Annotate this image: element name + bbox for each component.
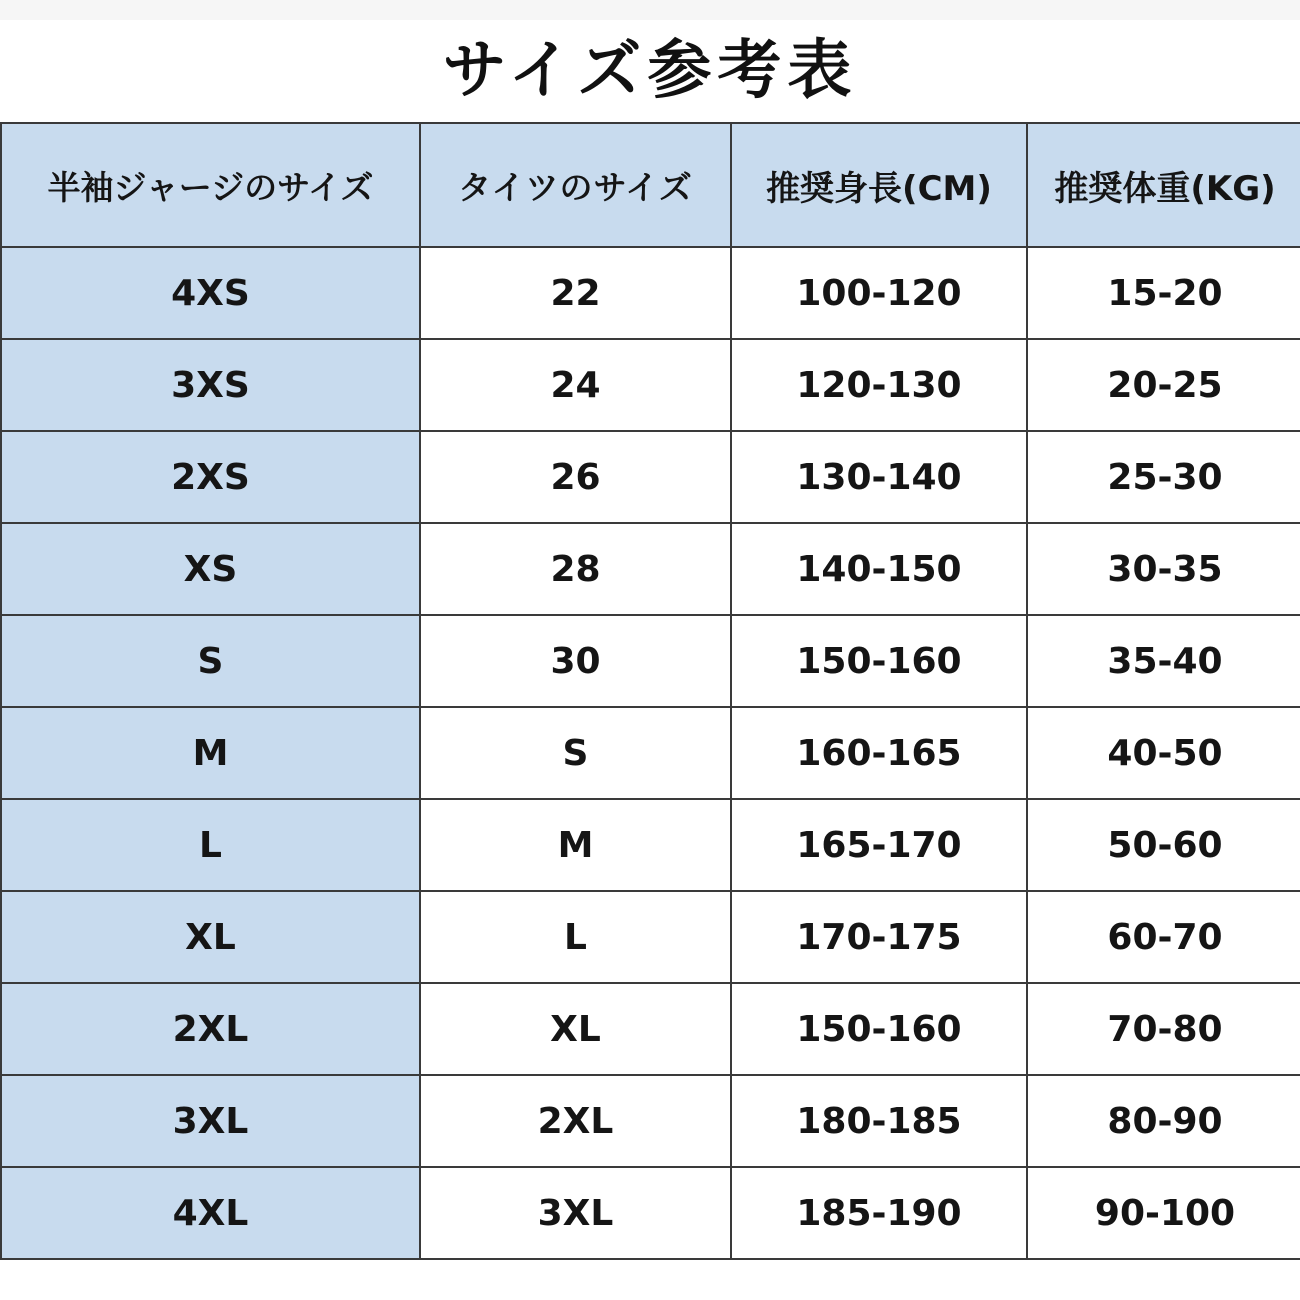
cell-tights-size: 30 — [420, 615, 731, 707]
table-row — [1, 339, 1300, 431]
cell-height: 120-130 — [731, 339, 1027, 431]
cell-jersey-size: 3XL — [1, 1075, 420, 1167]
table-row — [1, 891, 1300, 983]
cell-height: 180-185 — [731, 1075, 1027, 1167]
cell-jersey-size: M — [1, 707, 420, 799]
cell-height: 160-165 — [731, 707, 1027, 799]
table-row — [1, 983, 1300, 1075]
cell-height: 185-190 — [731, 1167, 1027, 1259]
cell-jersey-size: XS — [1, 523, 420, 615]
cell-tights-size: S — [420, 707, 731, 799]
cell-jersey-size: L — [1, 799, 420, 891]
cell-tights-size: L — [420, 891, 731, 983]
cell-weight: 90-100 — [1027, 1167, 1300, 1259]
cell-jersey-size: 4XL — [1, 1167, 420, 1259]
cell-weight: 25-30 — [1027, 431, 1300, 523]
cell-weight: 40-50 — [1027, 707, 1300, 799]
page-title: サイズ参考表 — [442, 34, 858, 108]
cell-weight: 20-25 — [1027, 339, 1300, 431]
table-row — [1, 1075, 1300, 1167]
table-row — [1, 707, 1300, 799]
cell-weight: 70-80 — [1027, 983, 1300, 1075]
cell-height: 130-140 — [731, 431, 1027, 523]
cell-height: 165-170 — [731, 799, 1027, 891]
top-margin-strip — [0, 0, 1300, 20]
cell-weight: 80-90 — [1027, 1075, 1300, 1167]
cell-weight: 15-20 — [1027, 247, 1300, 339]
cell-tights-size: 2XL — [420, 1075, 731, 1167]
cell-tights-size: XL — [420, 983, 731, 1075]
header-recommended-height: 推奨身長(CM) — [731, 123, 1027, 247]
cell-height: 150-160 — [731, 615, 1027, 707]
cell-jersey-size: 2XL — [1, 983, 420, 1075]
table-row — [1, 247, 1300, 339]
cell-jersey-size: 2XS — [1, 431, 420, 523]
cell-height: 170-175 — [731, 891, 1027, 983]
cell-jersey-size: S — [1, 615, 420, 707]
cell-jersey-size: 4XS — [1, 247, 420, 339]
header-jersey-size: 半袖ジャージのサイズ — [1, 123, 420, 247]
cell-weight: 35-40 — [1027, 615, 1300, 707]
cell-tights-size: M — [420, 799, 731, 891]
header-recommended-weight: 推奨体重(KG) — [1027, 123, 1300, 247]
cell-height: 150-160 — [731, 983, 1027, 1075]
header-tights-size: タイツのサイズ — [420, 123, 731, 247]
cell-height: 100-120 — [731, 247, 1027, 339]
table-header-row — [1, 123, 1300, 247]
cell-tights-size: 24 — [420, 339, 731, 431]
cell-weight: 60-70 — [1027, 891, 1300, 983]
table-row — [1, 1167, 1300, 1259]
table-row — [1, 615, 1300, 707]
cell-weight: 50-60 — [1027, 799, 1300, 891]
cell-jersey-size: XL — [1, 891, 420, 983]
cell-tights-size: 22 — [420, 247, 731, 339]
cell-weight: 30-35 — [1027, 523, 1300, 615]
cell-height: 140-150 — [731, 523, 1027, 615]
table-row — [1, 523, 1300, 615]
size-chart-table — [0, 122, 1300, 1260]
cell-jersey-size: 3XS — [1, 339, 420, 431]
cell-tights-size: 26 — [420, 431, 731, 523]
cell-tights-size: 28 — [420, 523, 731, 615]
table-row — [1, 799, 1300, 891]
table-row — [1, 431, 1300, 523]
cell-tights-size: 3XL — [420, 1167, 731, 1259]
